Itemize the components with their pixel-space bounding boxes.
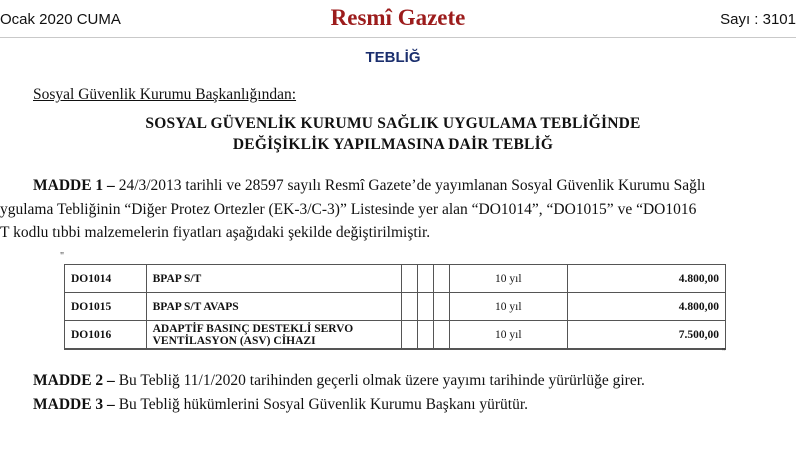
table-row	[65, 293, 726, 321]
item-description	[146, 321, 401, 349]
empty-cell	[433, 293, 449, 321]
empty-cell	[401, 265, 417, 293]
article-2-label: MADDE 2 –	[33, 372, 115, 389]
price-table	[64, 264, 726, 349]
item-description-line-1: ADAPTİF BASINÇ DESTEKLİ SERVO	[152, 322, 354, 335]
item-code: DO1015	[65, 293, 147, 321]
article-1-line-3: T kodlu tıbbi malzemelerin fiyatları aşağıdaki şekilde değiştirilmiştir.	[0, 224, 431, 241]
empty-cell	[417, 321, 433, 349]
document-title-line-2: DEĞİŞİKLİK YAPILMASINA DAİR TEBLİĞ	[232, 136, 554, 153]
table-bottom-rule	[64, 349, 726, 350]
section-heading: TEBLİĞ	[365, 49, 421, 66]
article-2-text: Bu Tebliğ 11/1/2020 tarihinden geçerli olmak üzere yayımı tarihinde yürürlüğe girer.	[118, 372, 645, 389]
empty-cell	[433, 321, 449, 349]
item-description-line-1: BPAP S/T	[152, 272, 202, 285]
table-open-quote: "	[60, 251, 66, 262]
item-description-line-2: VENTİLASYON (ASV) CİHAZI	[152, 334, 316, 347]
item-duration: 10 yıl	[449, 265, 567, 293]
empty-cell	[433, 265, 449, 293]
article-3	[33, 396, 528, 414]
empty-cell	[401, 321, 417, 349]
item-code: DO1016	[65, 321, 147, 349]
document-title-line-1: SOSYAL GÜVENLİK KURUMU SAĞLIK UYGULAMA TEBLİĞİNDE	[145, 115, 641, 132]
article-1-line-2: ygulama Tebliğinin “Diğer Protez Ortezler (EK-3/C-3)” Listesinde yer alan “DO1014”, “DO1015” ve “DO1016	[0, 201, 697, 218]
item-duration: 10 yıl	[449, 321, 567, 349]
item-description	[146, 265, 401, 293]
item-duration: 10 yıl	[449, 293, 567, 321]
item-code: DO1014	[65, 265, 147, 293]
empty-cell	[417, 293, 433, 321]
article-1-label: MADDE 1 –	[33, 177, 115, 194]
empty-cell	[417, 265, 433, 293]
article-3-label: MADDE 3 –	[33, 396, 115, 413]
article-1-text-1: 24/3/2013 tarihli ve 28597 sayılı Resmî Gazete’de yayımlanan Sosyal Güvenlik Kurumu Sağlı	[118, 177, 706, 194]
item-price: 4.800,00	[568, 293, 726, 321]
article-2	[33, 372, 645, 390]
item-price: 7.500,00	[568, 321, 726, 349]
issuing-authority: Sosyal Güvenlik Kurumu Başkanlığından:	[33, 86, 297, 103]
empty-cell	[401, 293, 417, 321]
table-row	[65, 321, 726, 349]
price-table-scan	[58, 251, 726, 365]
table-row	[65, 265, 726, 293]
item-description	[146, 293, 401, 321]
item-description-line-1: BPAP S/T AVAPS	[152, 300, 239, 313]
gazette-title: Resmî Gazete	[330, 5, 466, 30]
article-1-line-1	[33, 177, 705, 195]
issue-number: Sayı : 3101	[720, 11, 796, 28]
article-3-text: Bu Tebliğ hükümlerini Sosyal Güvenlik Kurumu Başkanı yürütür.	[118, 396, 529, 413]
header-divider	[0, 37, 796, 38]
issue-date: Ocak 2020 CUMA	[0, 11, 121, 28]
item-price: 4.800,00	[568, 265, 726, 293]
table-close-quote: "	[721, 347, 726, 358]
